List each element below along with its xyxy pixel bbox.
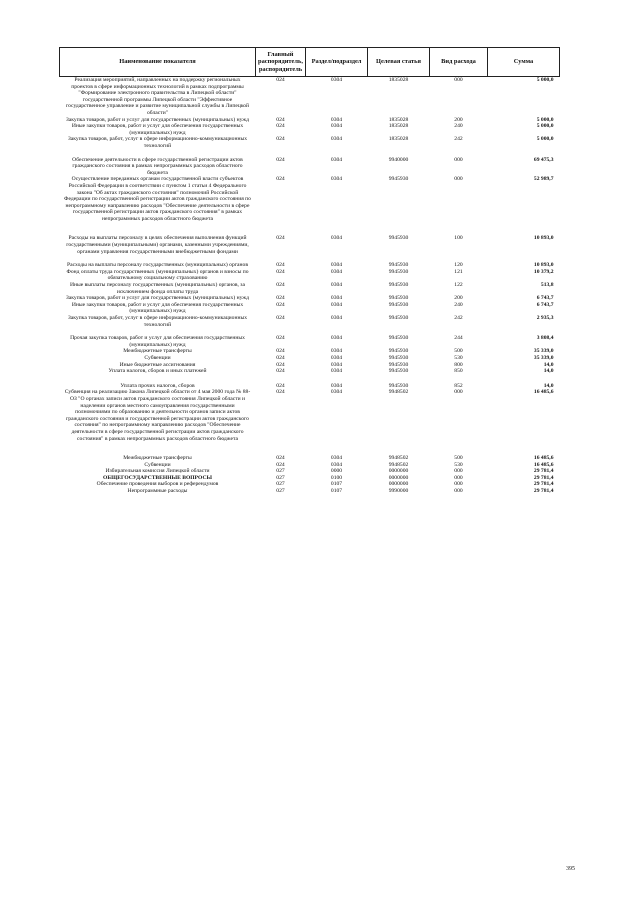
row-razdel: 0304 xyxy=(330,268,343,275)
row-grbs: 027 xyxy=(276,474,285,481)
row-name: Иные выплаты персоналу государственных (муниципальных) органов, за исключением фонда оплаты труда xyxy=(69,282,246,295)
row-target-article: 9948502 xyxy=(388,461,409,468)
row-expense-type: 121 xyxy=(454,268,463,275)
row-target-article: 1835028 xyxy=(388,123,409,130)
row-razdel: 0304 xyxy=(330,136,343,143)
row-grbs: 024 xyxy=(276,235,285,242)
row-grbs: 024 xyxy=(276,361,285,368)
row-grbs: 024 xyxy=(276,455,285,462)
row-razdel: 0304 xyxy=(330,461,343,468)
row-target-article: 9948502 xyxy=(388,389,409,396)
header-sum: Сумма xyxy=(488,48,560,77)
row-expense-type: 240 xyxy=(454,123,463,130)
row-name: Фонд оплаты труда государственных (муниципальных) органов и взносы по обязательному социальному страхованию xyxy=(66,268,249,282)
header-name: Наименование показателя xyxy=(60,48,256,77)
row-razdel: 0304 xyxy=(330,361,343,368)
row-sum: 35 339,0 xyxy=(533,354,554,361)
table-row xyxy=(60,368,560,383)
row-grbs: 024 xyxy=(276,282,285,289)
row-expense-type: 000 xyxy=(454,389,463,396)
row-name: Реализация мероприятий, направленных на поддержку региональных проектов в сфере информационных технологий в рамках подпрограммы "Формирование электронного правительства в Липецкой области" государственной программы Липецкой области "Эффективное государственное управление и развитие муниципальной службы в Липецкой области" xyxy=(65,77,250,116)
row-target-article: 9945930 xyxy=(388,262,409,269)
row-target-article: 9940000 xyxy=(388,156,409,163)
row-name: Расходы на выплаты персоналу государственных (муниципальных) органов xyxy=(67,262,248,269)
row-target-article: 9945930 xyxy=(388,176,409,183)
row-name: Закупка товаров, работ, услуг в сфере информационно-коммуникационных технологий xyxy=(67,315,248,328)
row-grbs: 024 xyxy=(276,348,285,355)
row-razdel: 0304 xyxy=(330,116,343,123)
row-expense-type: 530 xyxy=(454,354,463,361)
row-grbs: 024 xyxy=(276,123,285,130)
row-expense-type: 000 xyxy=(454,176,463,183)
table-row xyxy=(60,136,560,156)
row-expense-type: 000 xyxy=(454,468,463,475)
row-target-article: 9990000 xyxy=(388,488,409,495)
row-grbs: 024 xyxy=(276,295,285,302)
table-row xyxy=(60,488,560,495)
row-sum: 6 743,7 xyxy=(536,295,554,302)
row-target-article: 9945930 xyxy=(388,361,409,368)
row-grbs: 024 xyxy=(276,382,285,389)
row-expense-type: 530 xyxy=(454,461,463,468)
row-expense-type: 200 xyxy=(454,116,463,123)
row-sum: 69 475,3 xyxy=(533,156,554,163)
row-grbs: 027 xyxy=(276,488,285,495)
table-row xyxy=(60,355,560,362)
row-expense-type: 000 xyxy=(454,481,463,488)
row-razdel: 0304 xyxy=(330,235,343,242)
row-name: Непрограммные расходы xyxy=(127,488,188,495)
table-row xyxy=(60,123,560,136)
row-razdel: 0304 xyxy=(330,455,343,462)
row-expense-type: 122 xyxy=(454,282,463,289)
row-expense-type: 100 xyxy=(454,235,463,242)
row-name: Субвенции xyxy=(144,354,171,361)
row-expense-type: 000 xyxy=(454,488,463,495)
row-grbs: 024 xyxy=(276,301,285,308)
row-name: ОБЩЕГОСУДАРСТВЕННЫЕ ВОПРОСЫ xyxy=(103,474,212,481)
row-name: Обеспечение проведения выборов и референдумов xyxy=(96,481,219,488)
row-grbs: 024 xyxy=(276,156,285,163)
table-row xyxy=(60,348,560,355)
row-razdel: 0304 xyxy=(330,176,343,183)
row-expense-type: 242 xyxy=(454,136,463,143)
row-razdel: 0304 xyxy=(330,354,343,361)
budget-table xyxy=(59,47,560,495)
row-name: Закупка товаров, работ и услуг для государственных (муниципальных) нужд xyxy=(65,116,250,123)
row-name: Уплата прочих налогов, сборов xyxy=(120,382,195,389)
row-sum: 29 781,4 xyxy=(533,488,554,495)
row-sum: 35 339,0 xyxy=(533,348,554,355)
table-row xyxy=(60,269,560,282)
table-row xyxy=(60,455,560,462)
row-razdel: 0000 xyxy=(330,468,343,475)
row-sum: 29 781,4 xyxy=(533,481,554,488)
row-grbs: 024 xyxy=(276,136,285,143)
row-target-article: 9945930 xyxy=(388,295,409,302)
row-grbs: 024 xyxy=(276,389,285,396)
row-grbs: 024 xyxy=(276,77,285,83)
row-target-article: 0000000 xyxy=(388,474,409,481)
row-sum: 513,8 xyxy=(540,282,554,289)
row-grbs: 024 xyxy=(276,461,285,468)
row-expense-type: 852 xyxy=(454,382,463,389)
row-name: Субвенция на реализацию Закона Липецкой области от 4 мая 2000 года № 88-ОЗ "О органах записи актов гражданского состояния Липецкой области и наделении органов местного самоуправления государственными полномочиями по образованию и деятельности органов записи актов гражданского состояния и государственной регистрации актов гражданского состояния" по непрограммному направлению расходов "Обеспечение деятельности в сфере государственной регистрации актов гражданского состояния" в рамках непрограммных расходов областного бюджета xyxy=(64,389,251,442)
row-target-article: 0000000 xyxy=(388,468,409,475)
table-row xyxy=(60,389,560,455)
row-name: Иные закупки товаров, работ и услуг для обеспечения государственных (муниципальных) нужд xyxy=(71,123,244,136)
row-target-article: 9945930 xyxy=(388,382,409,389)
table-row xyxy=(60,481,560,488)
row-expense-type: 000 xyxy=(454,156,463,163)
row-name: Прочая закупка товаров, работ и услуг для обеспечения государственных (муниципальных) нужд xyxy=(70,335,245,348)
table-body xyxy=(60,77,560,495)
row-expense-type: 242 xyxy=(454,315,463,321)
row-razdel: 0304 xyxy=(330,156,343,163)
row-razdel: 0100 xyxy=(330,474,343,481)
row-sum: 52 989,7 xyxy=(533,176,554,183)
row-razdel: 0304 xyxy=(330,295,343,302)
row-sum: 3 808,4 xyxy=(536,335,554,342)
row-sum: 10 893,0 xyxy=(533,262,554,269)
row-grbs: 024 xyxy=(276,315,285,321)
table-row xyxy=(60,77,560,117)
row-sum: 14,0 xyxy=(543,368,554,375)
row-target-article: 9948502 xyxy=(388,455,409,462)
table-row xyxy=(60,235,560,262)
row-target-article: 9945930 xyxy=(388,335,409,342)
row-sum: 10 893,0 xyxy=(533,235,554,242)
row-target-article: 1835028 xyxy=(388,136,409,143)
row-name: Субвенции xyxy=(144,461,171,468)
row-sum: 2 935,3 xyxy=(536,315,554,321)
row-grbs: 024 xyxy=(276,354,285,361)
row-razdel: 0304 xyxy=(330,282,343,289)
header-target-article: Целевая статья xyxy=(368,48,430,77)
row-target-article: 9945930 xyxy=(388,282,409,289)
table-row xyxy=(60,315,560,335)
row-name: Межбюджетные трансферты xyxy=(123,348,192,355)
row-target-article: 9945930 xyxy=(388,235,409,242)
row-sum: 16 485,6 xyxy=(533,461,554,468)
row-razdel: 0304 xyxy=(330,368,343,375)
table-row xyxy=(60,302,560,315)
row-expense-type: 000 xyxy=(454,77,463,83)
row-sum: 10 379,2 xyxy=(533,268,554,275)
row-sum: 5 000,0 xyxy=(536,136,554,143)
row-target-article: 1835028 xyxy=(388,77,409,83)
row-expense-type: 000 xyxy=(454,474,463,481)
row-sum: 29 781,4 xyxy=(533,474,554,481)
row-razdel: 0304 xyxy=(330,301,343,308)
row-grbs: 024 xyxy=(276,176,285,183)
row-sum: 5 000,0 xyxy=(536,77,554,83)
table-header xyxy=(60,48,560,77)
row-grbs: 024 xyxy=(276,335,285,342)
row-target-article: 9945930 xyxy=(388,354,409,361)
row-grbs: 027 xyxy=(276,468,285,475)
row-name: Расходы на выплаты персоналу в целях обеспечения выполнения функций государственными (муниципальными) органами, казенными учреждениями, органами управления государственными внебюджетными фондами xyxy=(66,235,249,255)
row-grbs: 024 xyxy=(276,262,285,269)
row-expense-type: 850 xyxy=(454,368,463,375)
row-name: Уплата налогов, сборов и иных платежей xyxy=(108,368,207,375)
row-grbs: 024 xyxy=(276,116,285,123)
row-grbs: 024 xyxy=(276,368,285,375)
row-name: Закупка товаров, работ и услуг для государственных (муниципальных) нужд xyxy=(65,295,250,302)
row-name: Иные бюджетные ассигнования xyxy=(119,361,196,368)
row-razdel: 0304 xyxy=(330,262,343,269)
row-sum: 5 000,0 xyxy=(536,116,554,123)
page-number: 395 xyxy=(566,866,575,872)
table-row xyxy=(60,295,560,302)
row-target-article: 9945930 xyxy=(388,368,409,375)
row-expense-type: 120 xyxy=(454,262,463,269)
row-name: Закупка товаров, работ, услуг в сфере информационно-коммуникационных технологий xyxy=(67,136,248,149)
header-grbs: Главный распорядитель, распорядитель xyxy=(256,48,306,77)
row-target-article: 1835028 xyxy=(388,116,409,123)
row-name: Избирательная комиссия Липецкой области xyxy=(105,468,210,475)
row-razdel: 0304 xyxy=(330,348,343,355)
row-name: Осуществление переданных органам государственной власти субъектов Российской Федерации в соответствии с пунктом 1 статьи 4 Федерального закона "Об актах гражданского состояния" полномочий Российской Федерации по государственной регистрации актов гражданского состояния по непрограммному направлению расходов "Обеспечение деятельности в сфере государственной регистрации актов гражданского состояния" в рамках непрограммных расходов областного бюджета xyxy=(64,176,251,222)
row-target-article: 9945930 xyxy=(388,301,409,308)
row-grbs: 024 xyxy=(276,268,285,275)
row-target-article: 9945930 xyxy=(388,268,409,275)
header-expense-type: Вид расхода xyxy=(430,48,488,77)
row-name: Обеспечение деятельности в сфере государственной регистрации актов гражданского состояния в рамках непрограммных расходов областного бюджета xyxy=(72,156,243,176)
row-sum: 6 743,7 xyxy=(536,301,554,308)
row-sum: 14,0 xyxy=(543,382,554,389)
row-razdel: 0304 xyxy=(330,335,343,342)
row-razdel: 0304 xyxy=(330,77,343,83)
table-row xyxy=(60,262,560,269)
table-row xyxy=(60,176,560,235)
row-sum: 5 000,0 xyxy=(536,123,554,130)
row-razdel: 0304 xyxy=(330,123,343,130)
header-razdel: Раздел/подраздел xyxy=(306,48,368,77)
table-row xyxy=(60,335,560,348)
row-razdel: 0304 xyxy=(330,315,343,321)
row-expense-type: 200 xyxy=(454,295,463,302)
table-row xyxy=(60,282,560,295)
row-sum: 16 485,6 xyxy=(533,389,554,396)
row-expense-type: 800 xyxy=(454,361,463,368)
row-expense-type: 500 xyxy=(454,455,463,462)
row-razdel: 0304 xyxy=(330,389,343,396)
row-name: Иные закупки товаров, работ и услуг для обеспечения государственных (муниципальных) нужд xyxy=(71,301,244,315)
row-razdel: 0107 xyxy=(330,488,343,495)
row-razdel: 0107 xyxy=(330,481,343,488)
row-target-article: 9945930 xyxy=(388,348,409,355)
row-sum: 14,0 xyxy=(543,361,554,368)
row-sum: 29 781,4 xyxy=(533,468,554,475)
table-row xyxy=(60,468,560,475)
row-sum: 16 485,6 xyxy=(533,455,554,462)
table-row xyxy=(60,157,560,177)
row-expense-type: 240 xyxy=(454,301,463,308)
row-expense-type: 500 xyxy=(454,348,463,355)
row-name: Межбюджетные трансферты xyxy=(123,455,192,462)
row-expense-type: 244 xyxy=(454,335,463,342)
row-grbs: 027 xyxy=(276,481,285,488)
row-target-article: 9945930 xyxy=(388,315,409,321)
row-razdel: 0304 xyxy=(330,382,343,389)
row-target-article: 0000000 xyxy=(388,481,409,488)
